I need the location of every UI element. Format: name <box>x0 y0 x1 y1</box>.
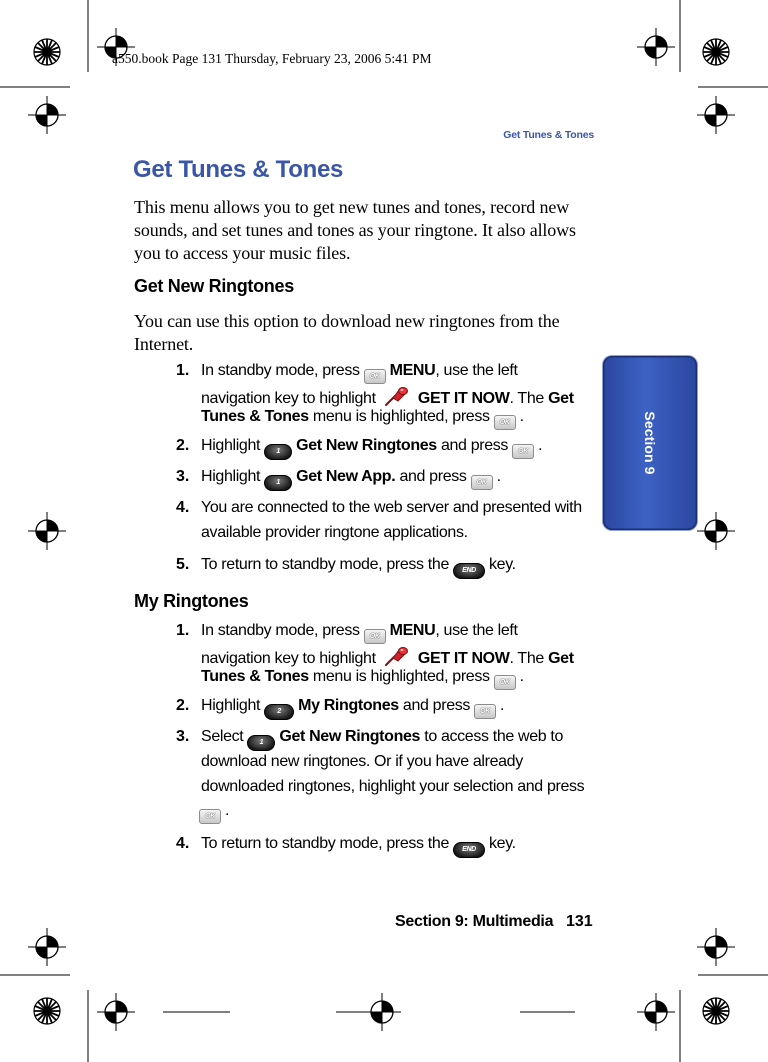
get-it-now-pushpin-icon <box>383 645 411 667</box>
step-text: Tunes & Tones menu is highlighted, press OK . <box>201 668 524 690</box>
ok-key-icon: OK <box>494 415 516 430</box>
step-number: 2. <box>176 437 190 454</box>
section-heading-my-ringtones: My Ringtones <box>134 591 249 611</box>
section-paragraph: You can use this option to download new ringtones from the Internet. <box>134 311 560 354</box>
step-text: To return to standby mode, press the END key. <box>201 556 516 579</box>
get-it-now-pushpin-icon <box>383 385 411 407</box>
book-file-header: a550.book Page 131 Thursday, February 23, 2006 5:41 PM <box>112 51 432 66</box>
page-title: Get Tunes & Tones <box>133 156 344 183</box>
step-text: Tunes & Tones menu is highlighted, press OK . <box>201 408 524 430</box>
ok-key-icon: OK <box>364 369 386 384</box>
footer-section-title: Section 9: Multimedia <box>395 913 554 930</box>
ok-key-icon: OK <box>364 629 386 644</box>
ok-key-icon: OK <box>471 475 493 490</box>
end-key-icon: END <box>453 842 485 858</box>
ok-key-icon: OK <box>474 704 496 719</box>
function-key-1-icon: 1 <box>264 475 292 491</box>
step-number: 4. <box>176 835 190 852</box>
step-text: Select 1 Get New Ringtones to access the web to <box>201 728 563 751</box>
step-text: To return to standby mode, press the END key. <box>201 835 516 858</box>
step-number: 5. <box>176 556 190 573</box>
function-key-1-icon: 1 <box>247 735 275 751</box>
ok-key-icon: OK <box>494 675 516 690</box>
function-key-2-icon: 2 <box>264 704 294 720</box>
page-number: 131 <box>566 913 593 930</box>
step-text: download new ringtones. Or if you have already <box>201 753 523 770</box>
step-number: 3. <box>176 468 190 485</box>
section-tab <box>603 356 697 530</box>
step-text: OK . <box>199 802 229 824</box>
step-text: You are connected to the web server and presented with <box>201 499 582 516</box>
step-number: 2. <box>176 697 190 714</box>
step-text: available provider ringtone applications. <box>201 524 468 541</box>
step-number: 3. <box>176 728 190 745</box>
step-text: Highlight 2 My Ringtones and press OK . <box>201 697 504 720</box>
section-heading-get-new-ringtones: Get New Ringtones <box>134 276 294 296</box>
end-key-icon: END <box>453 563 485 579</box>
ok-key-icon: OK <box>512 444 534 459</box>
step-text: In standby mode, press OK MENU, use the left <box>201 362 518 384</box>
step-number: 1. <box>176 362 190 379</box>
step-text: downloaded ringtones, highlight your selection and press <box>201 778 585 795</box>
step-text: navigation key to highlight GET IT NOW. The Get <box>201 645 574 668</box>
step-text: Highlight 1 Get New App. and press OK . <box>201 468 501 491</box>
running-head: Get Tunes & Tones <box>503 129 594 141</box>
ok-key-icon: OK <box>199 809 221 824</box>
function-key-1-icon: 1 <box>264 444 292 460</box>
step-number: 4. <box>176 499 190 516</box>
step-text: Highlight 1 Get New Ringtones and press OK . <box>201 437 542 460</box>
intro-paragraph: This menu allows you to get new tunes and tones, record new sounds, and set tunes and tones as your ringtone. It also allows you to access your music files. <box>134 197 576 263</box>
step-text: navigation key to highlight GET IT NOW. The Get <box>201 385 574 408</box>
step-text: In standby mode, press OK MENU, use the left <box>201 622 518 644</box>
step-number: 1. <box>176 622 190 639</box>
section-tab-label: Section 9 <box>642 411 658 475</box>
